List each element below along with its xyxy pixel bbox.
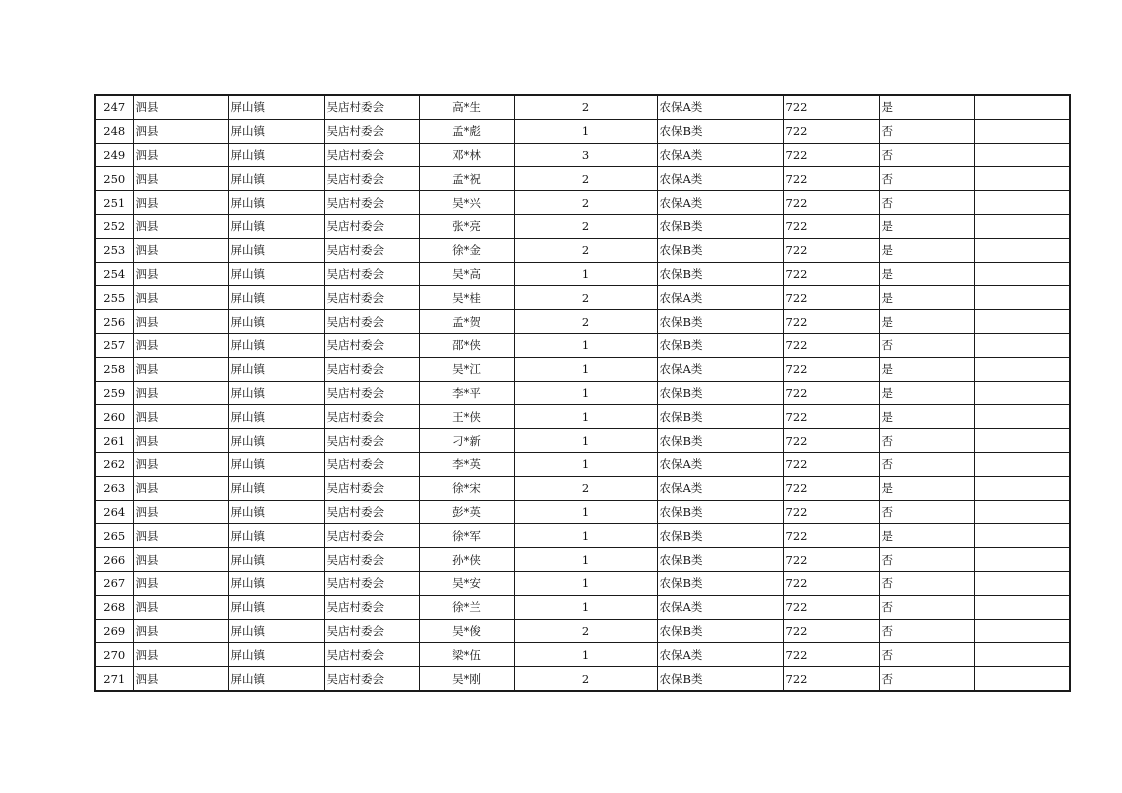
cell-amount: 722 bbox=[783, 191, 879, 215]
cell-village-committee: 吴店村委会 bbox=[324, 238, 419, 262]
cell-insurance-type: 农保B类 bbox=[657, 262, 783, 286]
cell-flag: 否 bbox=[879, 167, 974, 191]
cell-village-committee: 吴店村委会 bbox=[324, 452, 419, 476]
cell-insurance-type: 农保B类 bbox=[657, 381, 783, 405]
cell-remark bbox=[974, 310, 1070, 334]
cell-insurance-type: 农保A类 bbox=[657, 286, 783, 310]
cell-town: 屏山镇 bbox=[228, 619, 324, 643]
cell-town: 屏山镇 bbox=[228, 405, 324, 429]
cell-flag: 否 bbox=[879, 500, 974, 524]
cell-remark bbox=[974, 643, 1070, 667]
cell-town: 屏山镇 bbox=[228, 262, 324, 286]
cell-flag: 是 bbox=[879, 238, 974, 262]
cell-insurance-type: 农保A类 bbox=[657, 191, 783, 215]
cell-insurance-type: 农保B类 bbox=[657, 310, 783, 334]
cell-village-committee: 吴店村委会 bbox=[324, 548, 419, 572]
cell-county: 泗县 bbox=[133, 143, 228, 167]
cell-town: 屏山镇 bbox=[228, 143, 324, 167]
cell-village-committee: 吴店村委会 bbox=[324, 333, 419, 357]
cell-amount: 722 bbox=[783, 238, 879, 262]
cell-row-number: 268 bbox=[95, 595, 133, 619]
cell-county: 泗县 bbox=[133, 667, 228, 691]
cell-household-count: 1 bbox=[514, 429, 657, 453]
table-row bbox=[95, 429, 1070, 453]
cell-town: 屏山镇 bbox=[228, 238, 324, 262]
cell-person-name: 吴*高 bbox=[419, 262, 514, 286]
cell-person-name: 徐*宋 bbox=[419, 476, 514, 500]
table-row bbox=[95, 381, 1070, 405]
cell-person-name: 徐*金 bbox=[419, 238, 514, 262]
cell-person-name: 高*生 bbox=[419, 95, 514, 119]
cell-flag: 否 bbox=[879, 571, 974, 595]
cell-remark bbox=[974, 333, 1070, 357]
cell-person-name: 吴*俊 bbox=[419, 619, 514, 643]
cell-household-count: 2 bbox=[514, 310, 657, 334]
cell-town: 屏山镇 bbox=[228, 571, 324, 595]
cell-row-number: 259 bbox=[95, 381, 133, 405]
cell-remark bbox=[974, 238, 1070, 262]
cell-person-name: 吴*桂 bbox=[419, 286, 514, 310]
table-row bbox=[95, 119, 1070, 143]
table-row bbox=[95, 262, 1070, 286]
table-row bbox=[95, 643, 1070, 667]
cell-household-count: 1 bbox=[514, 500, 657, 524]
cell-town: 屏山镇 bbox=[228, 500, 324, 524]
cell-town: 屏山镇 bbox=[228, 167, 324, 191]
cell-person-name: 孟*贺 bbox=[419, 310, 514, 334]
cell-row-number: 253 bbox=[95, 238, 133, 262]
cell-village-committee: 吴店村委会 bbox=[324, 214, 419, 238]
cell-village-committee: 吴店村委会 bbox=[324, 381, 419, 405]
cell-household-count: 2 bbox=[514, 238, 657, 262]
cell-household-count: 2 bbox=[514, 167, 657, 191]
cell-insurance-type: 农保B类 bbox=[657, 524, 783, 548]
cell-county: 泗县 bbox=[133, 262, 228, 286]
cell-village-committee: 吴店村委会 bbox=[324, 595, 419, 619]
cell-flag: 是 bbox=[879, 286, 974, 310]
cell-household-count: 2 bbox=[514, 667, 657, 691]
cell-flag: 否 bbox=[879, 119, 974, 143]
cell-village-committee: 吴店村委会 bbox=[324, 357, 419, 381]
cell-insurance-type: 农保A类 bbox=[657, 643, 783, 667]
table-row bbox=[95, 571, 1070, 595]
cell-town: 屏山镇 bbox=[228, 357, 324, 381]
cell-remark bbox=[974, 619, 1070, 643]
cell-insurance-type: 农保A类 bbox=[657, 452, 783, 476]
cell-county: 泗县 bbox=[133, 476, 228, 500]
cell-town: 屏山镇 bbox=[228, 95, 324, 119]
cell-person-name: 徐*军 bbox=[419, 524, 514, 548]
cell-row-number: 248 bbox=[95, 119, 133, 143]
cell-amount: 722 bbox=[783, 619, 879, 643]
cell-remark bbox=[974, 286, 1070, 310]
cell-remark bbox=[974, 405, 1070, 429]
cell-row-number: 247 bbox=[95, 95, 133, 119]
cell-flag: 否 bbox=[879, 643, 974, 667]
cell-person-name: 李*平 bbox=[419, 381, 514, 405]
cell-flag: 否 bbox=[879, 548, 974, 572]
cell-remark bbox=[974, 119, 1070, 143]
table-row bbox=[95, 405, 1070, 429]
cell-town: 屏山镇 bbox=[228, 333, 324, 357]
table-row bbox=[95, 619, 1070, 643]
cell-county: 泗县 bbox=[133, 95, 228, 119]
cell-flag: 否 bbox=[879, 429, 974, 453]
cell-row-number: 264 bbox=[95, 500, 133, 524]
table-row bbox=[95, 95, 1070, 119]
cell-town: 屏山镇 bbox=[228, 643, 324, 667]
cell-household-count: 1 bbox=[514, 643, 657, 667]
cell-insurance-type: 农保A类 bbox=[657, 595, 783, 619]
table-row bbox=[95, 191, 1070, 215]
cell-county: 泗县 bbox=[133, 429, 228, 453]
cell-household-count: 3 bbox=[514, 143, 657, 167]
cell-village-committee: 吴店村委会 bbox=[324, 95, 419, 119]
cell-household-count: 1 bbox=[514, 381, 657, 405]
cell-town: 屏山镇 bbox=[228, 381, 324, 405]
cell-person-name: 吴*刚 bbox=[419, 667, 514, 691]
cell-row-number: 254 bbox=[95, 262, 133, 286]
cell-insurance-type: 农保B类 bbox=[657, 119, 783, 143]
data-table bbox=[94, 94, 1071, 692]
cell-amount: 722 bbox=[783, 333, 879, 357]
cell-remark bbox=[974, 500, 1070, 524]
cell-amount: 722 bbox=[783, 381, 879, 405]
cell-person-name: 吴*江 bbox=[419, 357, 514, 381]
cell-flag: 是 bbox=[879, 310, 974, 334]
cell-insurance-type: 农保A类 bbox=[657, 357, 783, 381]
cell-remark bbox=[974, 381, 1070, 405]
table-row bbox=[95, 167, 1070, 191]
cell-row-number: 271 bbox=[95, 667, 133, 691]
table-row bbox=[95, 357, 1070, 381]
cell-county: 泗县 bbox=[133, 405, 228, 429]
cell-person-name: 邵*侠 bbox=[419, 333, 514, 357]
cell-insurance-type: 农保B类 bbox=[657, 238, 783, 262]
cell-amount: 722 bbox=[783, 357, 879, 381]
cell-village-committee: 吴店村委会 bbox=[324, 405, 419, 429]
cell-household-count: 1 bbox=[514, 405, 657, 429]
cell-insurance-type: 农保B类 bbox=[657, 429, 783, 453]
cell-amount: 722 bbox=[783, 167, 879, 191]
cell-remark bbox=[974, 262, 1070, 286]
cell-household-count: 1 bbox=[514, 548, 657, 572]
cell-row-number: 265 bbox=[95, 524, 133, 548]
cell-amount: 722 bbox=[783, 643, 879, 667]
cell-county: 泗县 bbox=[133, 191, 228, 215]
cell-household-count: 2 bbox=[514, 476, 657, 500]
cell-person-name: 李*英 bbox=[419, 452, 514, 476]
cell-person-name: 王*侠 bbox=[419, 405, 514, 429]
cell-county: 泗县 bbox=[133, 548, 228, 572]
table-row bbox=[95, 143, 1070, 167]
cell-flag: 是 bbox=[879, 405, 974, 429]
cell-person-name: 梁*伍 bbox=[419, 643, 514, 667]
cell-amount: 722 bbox=[783, 667, 879, 691]
cell-village-committee: 吴店村委会 bbox=[324, 167, 419, 191]
cell-amount: 722 bbox=[783, 548, 879, 572]
cell-amount: 722 bbox=[783, 429, 879, 453]
cell-row-number: 270 bbox=[95, 643, 133, 667]
cell-person-name: 刁*新 bbox=[419, 429, 514, 453]
table-row bbox=[95, 595, 1070, 619]
cell-insurance-type: 农保B类 bbox=[657, 571, 783, 595]
cell-village-committee: 吴店村委会 bbox=[324, 119, 419, 143]
cell-town: 屏山镇 bbox=[228, 452, 324, 476]
cell-person-name: 孟*彪 bbox=[419, 119, 514, 143]
cell-person-name: 邓*林 bbox=[419, 143, 514, 167]
cell-county: 泗县 bbox=[133, 500, 228, 524]
cell-remark bbox=[974, 191, 1070, 215]
cell-insurance-type: 农保B类 bbox=[657, 548, 783, 572]
cell-remark bbox=[974, 476, 1070, 500]
cell-row-number: 255 bbox=[95, 286, 133, 310]
cell-village-committee: 吴店村委会 bbox=[324, 643, 419, 667]
cell-county: 泗县 bbox=[133, 167, 228, 191]
table-row bbox=[95, 452, 1070, 476]
cell-town: 屏山镇 bbox=[228, 214, 324, 238]
cell-household-count: 2 bbox=[514, 214, 657, 238]
cell-person-name: 孙*侠 bbox=[419, 548, 514, 572]
cell-remark bbox=[974, 143, 1070, 167]
cell-row-number: 260 bbox=[95, 405, 133, 429]
cell-amount: 722 bbox=[783, 595, 879, 619]
cell-row-number: 263 bbox=[95, 476, 133, 500]
cell-household-count: 1 bbox=[514, 595, 657, 619]
cell-insurance-type: 农保B类 bbox=[657, 333, 783, 357]
cell-county: 泗县 bbox=[133, 452, 228, 476]
cell-household-count: 2 bbox=[514, 619, 657, 643]
cell-county: 泗县 bbox=[133, 286, 228, 310]
cell-town: 屏山镇 bbox=[228, 524, 324, 548]
cell-county: 泗县 bbox=[133, 238, 228, 262]
cell-county: 泗县 bbox=[133, 595, 228, 619]
cell-village-committee: 吴店村委会 bbox=[324, 286, 419, 310]
cell-row-number: 249 bbox=[95, 143, 133, 167]
cell-insurance-type: 农保B类 bbox=[657, 619, 783, 643]
cell-county: 泗县 bbox=[133, 214, 228, 238]
table-row bbox=[95, 500, 1070, 524]
cell-person-name: 张*亮 bbox=[419, 214, 514, 238]
cell-row-number: 267 bbox=[95, 571, 133, 595]
cell-village-committee: 吴店村委会 bbox=[324, 429, 419, 453]
cell-county: 泗县 bbox=[133, 333, 228, 357]
table-row bbox=[95, 214, 1070, 238]
cell-town: 屏山镇 bbox=[228, 191, 324, 215]
cell-row-number: 252 bbox=[95, 214, 133, 238]
table-row bbox=[95, 476, 1070, 500]
table-row bbox=[95, 524, 1070, 548]
cell-insurance-type: 农保B类 bbox=[657, 667, 783, 691]
cell-town: 屏山镇 bbox=[228, 476, 324, 500]
cell-amount: 722 bbox=[783, 286, 879, 310]
cell-village-committee: 吴店村委会 bbox=[324, 619, 419, 643]
cell-amount: 722 bbox=[783, 524, 879, 548]
cell-insurance-type: 农保A类 bbox=[657, 167, 783, 191]
cell-flag: 是 bbox=[879, 357, 974, 381]
cell-insurance-type: 农保A类 bbox=[657, 95, 783, 119]
cell-remark bbox=[974, 429, 1070, 453]
cell-household-count: 2 bbox=[514, 286, 657, 310]
cell-amount: 722 bbox=[783, 310, 879, 334]
cell-amount: 722 bbox=[783, 262, 879, 286]
cell-person-name: 孟*祝 bbox=[419, 167, 514, 191]
cell-insurance-type: 农保B类 bbox=[657, 405, 783, 429]
cell-town: 屏山镇 bbox=[228, 667, 324, 691]
cell-flag: 是 bbox=[879, 214, 974, 238]
cell-amount: 722 bbox=[783, 571, 879, 595]
cell-flag: 否 bbox=[879, 452, 974, 476]
cell-flag: 是 bbox=[879, 524, 974, 548]
table-row bbox=[95, 238, 1070, 262]
cell-village-committee: 吴店村委会 bbox=[324, 667, 419, 691]
cell-village-committee: 吴店村委会 bbox=[324, 143, 419, 167]
cell-row-number: 250 bbox=[95, 167, 133, 191]
cell-household-count: 1 bbox=[514, 524, 657, 548]
cell-remark bbox=[974, 357, 1070, 381]
cell-village-committee: 吴店村委会 bbox=[324, 500, 419, 524]
cell-county: 泗县 bbox=[133, 643, 228, 667]
table-row bbox=[95, 667, 1070, 691]
cell-village-committee: 吴店村委会 bbox=[324, 476, 419, 500]
cell-amount: 722 bbox=[783, 214, 879, 238]
cell-flag: 否 bbox=[879, 333, 974, 357]
cell-household-count: 2 bbox=[514, 95, 657, 119]
cell-household-count: 1 bbox=[514, 571, 657, 595]
cell-village-committee: 吴店村委会 bbox=[324, 262, 419, 286]
cell-amount: 722 bbox=[783, 95, 879, 119]
cell-remark bbox=[974, 214, 1070, 238]
cell-flag: 否 bbox=[879, 191, 974, 215]
cell-town: 屏山镇 bbox=[228, 286, 324, 310]
cell-row-number: 262 bbox=[95, 452, 133, 476]
cell-household-count: 1 bbox=[514, 119, 657, 143]
cell-village-committee: 吴店村委会 bbox=[324, 571, 419, 595]
cell-county: 泗县 bbox=[133, 571, 228, 595]
cell-county: 泗县 bbox=[133, 524, 228, 548]
cell-person-name: 彭*英 bbox=[419, 500, 514, 524]
cell-county: 泗县 bbox=[133, 619, 228, 643]
cell-insurance-type: 农保B类 bbox=[657, 500, 783, 524]
cell-household-count: 1 bbox=[514, 452, 657, 476]
cell-flag: 否 bbox=[879, 143, 974, 167]
cell-insurance-type: 农保A类 bbox=[657, 476, 783, 500]
cell-town: 屏山镇 bbox=[228, 548, 324, 572]
cell-insurance-type: 农保A类 bbox=[657, 143, 783, 167]
cell-person-name: 徐*兰 bbox=[419, 595, 514, 619]
cell-remark bbox=[974, 667, 1070, 691]
cell-amount: 722 bbox=[783, 119, 879, 143]
cell-remark bbox=[974, 452, 1070, 476]
cell-household-count: 1 bbox=[514, 333, 657, 357]
cell-amount: 722 bbox=[783, 476, 879, 500]
cell-flag: 是 bbox=[879, 381, 974, 405]
cell-household-count: 1 bbox=[514, 357, 657, 381]
cell-remark bbox=[974, 524, 1070, 548]
cell-row-number: 269 bbox=[95, 619, 133, 643]
cell-household-count: 1 bbox=[514, 262, 657, 286]
cell-flag: 是 bbox=[879, 262, 974, 286]
cell-amount: 722 bbox=[783, 500, 879, 524]
cell-remark bbox=[974, 167, 1070, 191]
cell-flag: 是 bbox=[879, 476, 974, 500]
cell-flag: 是 bbox=[879, 95, 974, 119]
cell-insurance-type: 农保B类 bbox=[657, 214, 783, 238]
cell-county: 泗县 bbox=[133, 119, 228, 143]
cell-amount: 722 bbox=[783, 143, 879, 167]
cell-row-number: 261 bbox=[95, 429, 133, 453]
cell-household-count: 2 bbox=[514, 191, 657, 215]
table-body bbox=[95, 95, 1070, 691]
cell-row-number: 251 bbox=[95, 191, 133, 215]
cell-village-committee: 吴店村委会 bbox=[324, 191, 419, 215]
cell-county: 泗县 bbox=[133, 357, 228, 381]
cell-amount: 722 bbox=[783, 405, 879, 429]
cell-remark bbox=[974, 595, 1070, 619]
cell-remark bbox=[974, 548, 1070, 572]
cell-village-committee: 吴店村委会 bbox=[324, 310, 419, 334]
cell-flag: 否 bbox=[879, 595, 974, 619]
cell-village-committee: 吴店村委会 bbox=[324, 524, 419, 548]
cell-flag: 否 bbox=[879, 619, 974, 643]
cell-remark bbox=[974, 95, 1070, 119]
cell-amount: 722 bbox=[783, 452, 879, 476]
cell-remark bbox=[974, 571, 1070, 595]
cell-county: 泗县 bbox=[133, 310, 228, 334]
table-row bbox=[95, 310, 1070, 334]
cell-town: 屏山镇 bbox=[228, 119, 324, 143]
cell-row-number: 266 bbox=[95, 548, 133, 572]
cell-row-number: 258 bbox=[95, 357, 133, 381]
cell-person-name: 吴*安 bbox=[419, 571, 514, 595]
cell-town: 屏山镇 bbox=[228, 310, 324, 334]
table-row bbox=[95, 333, 1070, 357]
table-row bbox=[95, 548, 1070, 572]
cell-town: 屏山镇 bbox=[228, 429, 324, 453]
cell-flag: 否 bbox=[879, 667, 974, 691]
cell-row-number: 257 bbox=[95, 333, 133, 357]
cell-row-number: 256 bbox=[95, 310, 133, 334]
cell-town: 屏山镇 bbox=[228, 595, 324, 619]
table-row bbox=[95, 286, 1070, 310]
cell-county: 泗县 bbox=[133, 381, 228, 405]
cell-person-name: 吴*兴 bbox=[419, 191, 514, 215]
